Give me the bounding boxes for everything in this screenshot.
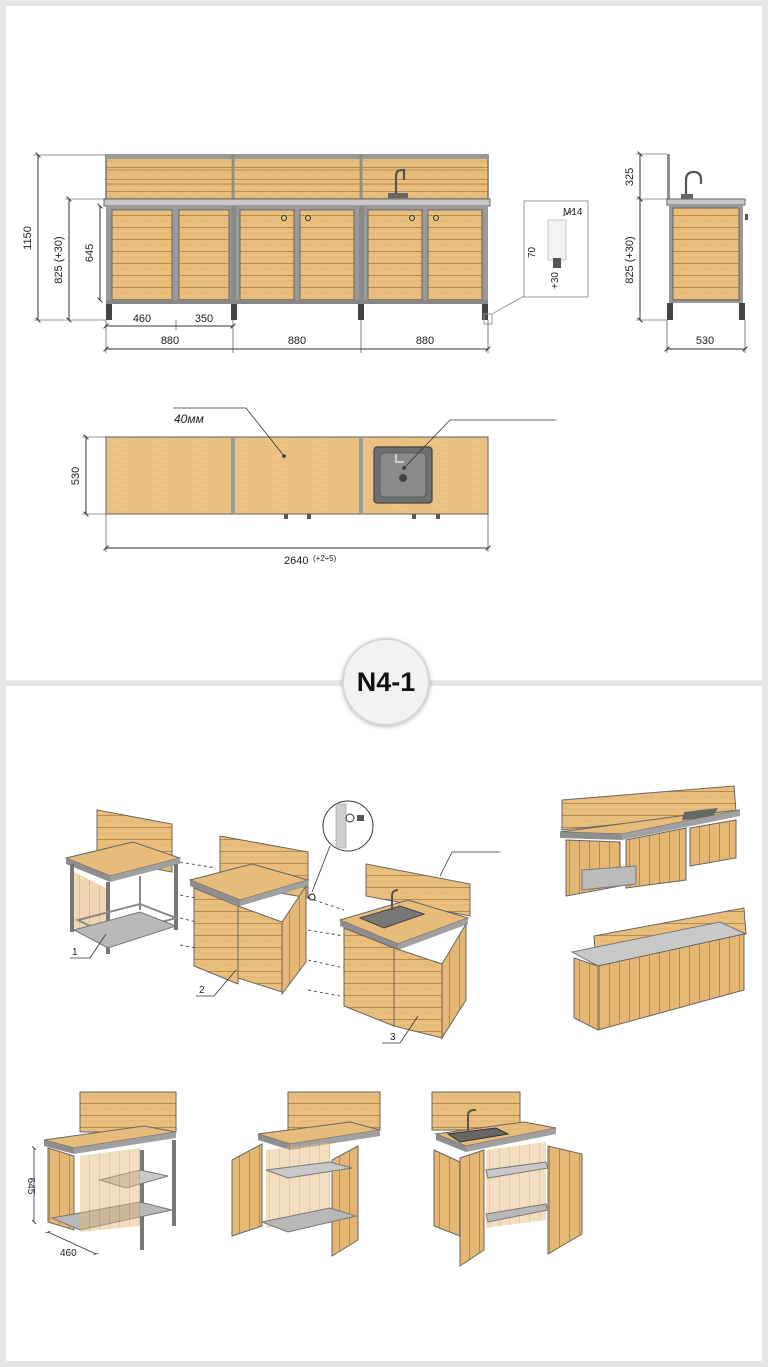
assembly-detail-circle: [323, 801, 373, 851]
total-tolerance-label: (+2÷5): [313, 554, 337, 563]
top-view: [70, 408, 556, 567]
assembled-set-back: [572, 908, 746, 1030]
callout-2-label: 2: [199, 985, 205, 996]
top-thickness-label: 40мм: [174, 412, 204, 426]
front-view: [22, 155, 588, 353]
front-countertop: [104, 199, 490, 206]
counter-height-label: 825 (+30): [53, 236, 65, 284]
detail-bolt-label: M14: [563, 207, 583, 218]
total-length-label: 2640: [284, 555, 309, 567]
top-depth-label: 530: [70, 466, 82, 486]
assembly-cabinet-3: [340, 864, 470, 1038]
assembly-side-dimension-label: 645: [25, 1177, 36, 1195]
cabinet-open-shelf-view: [25, 1092, 176, 1259]
front-cabinets: [106, 206, 488, 320]
door-width-right-label: 350: [194, 313, 214, 325]
detail-gap-label: 70: [527, 246, 538, 258]
side-depth-label: 530: [695, 335, 715, 347]
cabinet-doors-open-view: [232, 1092, 380, 1256]
assembled-set-front: [560, 786, 740, 896]
assembly-bottom-dimension-label: 460: [60, 1248, 77, 1259]
door-height-label: 645: [84, 243, 96, 263]
detail-adjust-label: +30: [550, 272, 561, 289]
backsplash-height-label: 325: [624, 167, 636, 187]
side-counter-height-label: 825 (+30): [624, 236, 636, 284]
assembly-cabinet-2: [190, 836, 315, 994]
module-width-3-label: 880: [415, 335, 435, 347]
front-faucet-base: [388, 193, 408, 198]
side-view: [624, 154, 748, 353]
detail-bolt-housing: [548, 220, 566, 260]
callout-1-label: 1: [72, 947, 78, 958]
module-width-2-label: 880: [287, 335, 307, 347]
detail-bolt-icon: [553, 258, 561, 268]
module-width-1-label: 880: [160, 335, 180, 347]
side-countertop: [667, 199, 745, 205]
assembly-cabinet-1: [66, 810, 180, 954]
cabinet-sink-open-view: [432, 1092, 582, 1266]
callout-3-label: 3: [390, 1032, 396, 1043]
door-width-left-label: 460: [132, 313, 152, 325]
model-number-badge: N4-1: [342, 638, 430, 726]
overall-height-label: 1150: [22, 226, 34, 250]
front-backsplash: [106, 155, 488, 199]
exploded-assembly: [66, 801, 500, 1043]
